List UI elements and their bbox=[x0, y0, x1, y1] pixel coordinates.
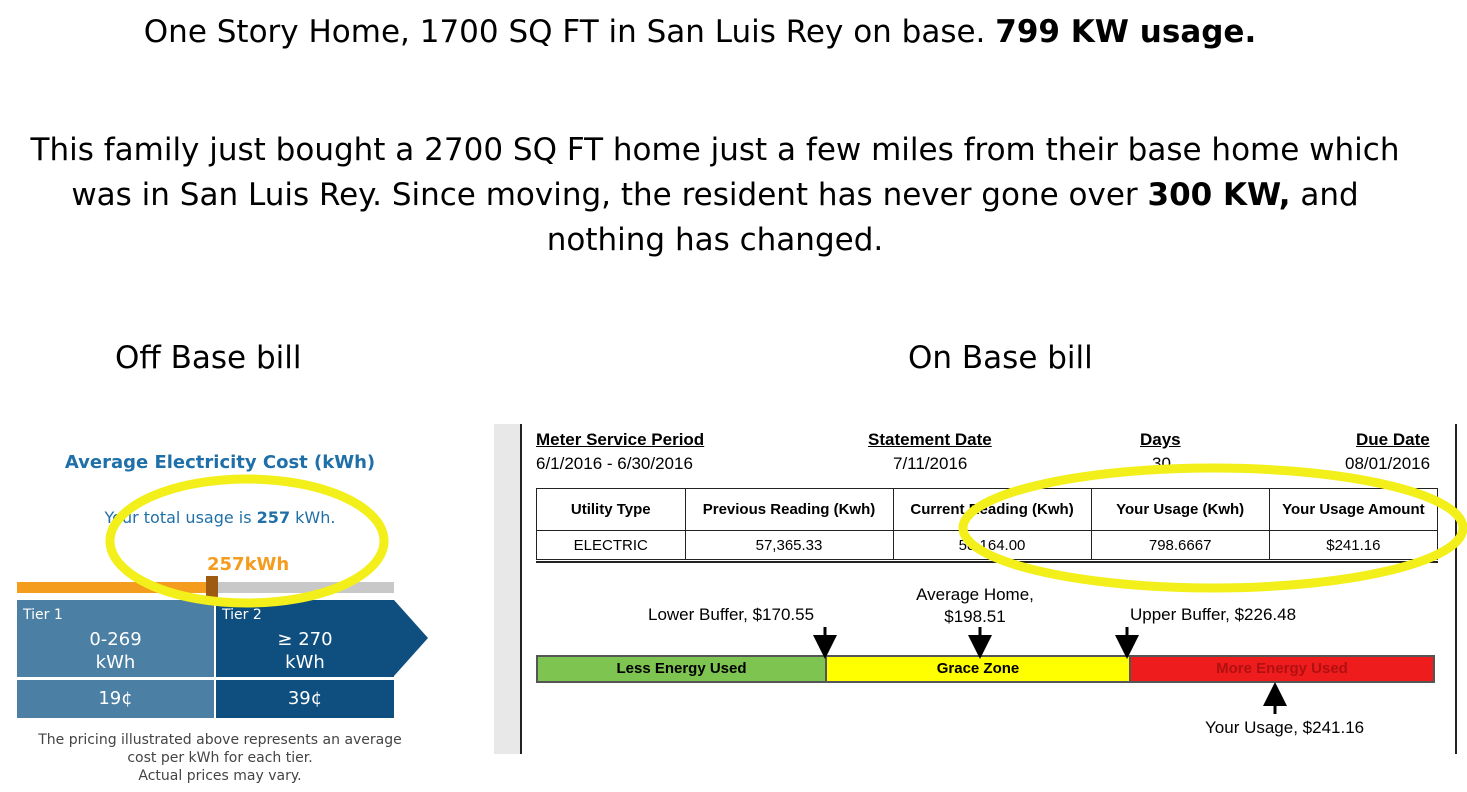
off-base-heading: Average Electricity Cost (kWh) bbox=[64, 452, 376, 473]
tier-2-price: 39¢ bbox=[216, 680, 394, 718]
cell-usage-amount: $241.16 bbox=[1269, 531, 1437, 560]
zone-more-energy: More Energy Used bbox=[1129, 655, 1435, 683]
zone-less-energy: Less Energy Used bbox=[536, 655, 827, 683]
days-value: 30 bbox=[1152, 454, 1171, 473]
tier-1-range: 0-269 kWh bbox=[89, 629, 142, 673]
your-usage-label: Your Usage, $241.16 bbox=[1205, 718, 1365, 737]
tier-2-range: ≥ 270 kWh bbox=[277, 629, 333, 673]
note-line-3: Actual prices may vary. bbox=[138, 768, 302, 784]
para-line-2b: and bbox=[1290, 177, 1359, 213]
tier-1-name: Tier 1 bbox=[23, 607, 63, 623]
col-usage-amount: Your Usage Amount bbox=[1269, 489, 1437, 531]
off-base-highlight-ellipse bbox=[110, 479, 384, 603]
col-your-usage: Your Usage (Kwh) bbox=[1091, 489, 1269, 531]
para-line-1: This family just bought a 2700 SQ FT home just a few miles from their base home which bbox=[30, 132, 1400, 168]
average-home-line-1: Average Home, bbox=[916, 585, 1034, 604]
zone-grace: Grace Zone bbox=[825, 655, 1131, 683]
note-line-2: cost per kWh for each tier. bbox=[127, 750, 313, 766]
col-previous-reading: Previous Reading (Kwh) bbox=[685, 489, 893, 531]
off-base-label: Off Base bill bbox=[115, 340, 302, 376]
tier-1-price: 19¢ bbox=[17, 680, 214, 718]
para-line-2a: was in San Luis Rey. Since moving, the resident has never gone over bbox=[71, 177, 1148, 213]
cell-your-usage: 798.6667 bbox=[1091, 531, 1269, 560]
usage-marker-label: 257kWh bbox=[207, 554, 290, 575]
cell-current-reading: 58,164.00 bbox=[893, 531, 1091, 560]
upper-buffer-label: Upper Buffer, $226.48 bbox=[1130, 605, 1297, 624]
note-line-1: The pricing illustrated above represents an average bbox=[38, 732, 402, 748]
meter-service-period-header: Meter Service Period bbox=[536, 430, 705, 449]
col-current-reading: Current Reading (Kwh) bbox=[893, 489, 1091, 531]
meter-service-period-value: 6/1/2016 - 6/30/2016 bbox=[536, 454, 693, 473]
usage-suffix: kWh. bbox=[290, 508, 336, 527]
due-date-header: Due Date bbox=[1356, 430, 1430, 449]
cell-previous-reading: 57,365.33 bbox=[685, 531, 893, 560]
usage-prefix: Your total usage is bbox=[104, 508, 257, 527]
usage-value: 257 bbox=[256, 508, 291, 527]
statement-date-header: Statement Date bbox=[868, 430, 992, 449]
tier-2-name: Tier 2 bbox=[222, 607, 262, 623]
on-base-label: On Base bill bbox=[908, 340, 1093, 376]
lower-buffer-label: Lower Buffer, $170.55 bbox=[648, 605, 815, 624]
title-bold: 799 KW usage. bbox=[995, 14, 1257, 50]
cell-utility-type: ELECTRIC bbox=[537, 531, 686, 560]
on-base-highlight-ellipse bbox=[963, 468, 1463, 588]
average-home-line-2: $198.51 bbox=[944, 607, 1006, 626]
para-line-3: nothing has changed. bbox=[546, 222, 884, 258]
para-line-2-bold: 300 KW, bbox=[1147, 177, 1291, 213]
days-header: Days bbox=[1140, 430, 1181, 449]
due-date-value: 08/01/2016 bbox=[1345, 454, 1431, 473]
title-text: One Story Home, 1700 SQ FT in San Luis Rey on base. bbox=[143, 14, 996, 50]
statement-date-value: 7/11/2016 bbox=[893, 454, 968, 473]
col-utility-type: Utility Type bbox=[537, 489, 686, 531]
